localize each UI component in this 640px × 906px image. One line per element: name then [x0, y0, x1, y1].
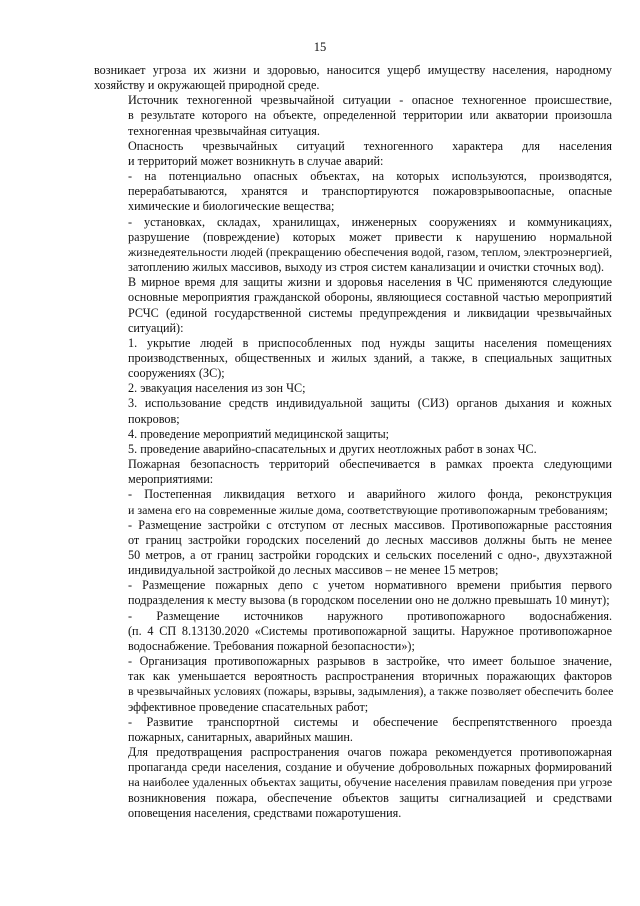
text-line: 50 метров, а от границ застройки городских и сельских поселений с одно-, двухэтажной [128, 548, 612, 562]
text-line: возникновения пожара, обеспечение объектов защиты сигнализацией и средствами [128, 790, 612, 805]
paragraph [94, 215, 612, 276]
text-line: Опасность чрезвычайных ситуаций техногенного характера для населения [128, 138, 612, 153]
text-line: индивидуальной застройкой до лесных массивов – не менее 15 метров; [128, 563, 499, 578]
paragraph [94, 578, 612, 608]
paragraph [94, 396, 612, 426]
paragraph [94, 427, 612, 442]
text-line: химические и биологические вещества; [128, 199, 335, 214]
text-line: на наиболее удаленных объектах защиты, обучение населения правилам поведения при угрозе [128, 775, 613, 790]
paragraph [94, 745, 612, 821]
text-line: В мирное время для защиты жизни и здоровья населения в ЧС применяются следующие [128, 275, 612, 290]
paragraph [94, 487, 612, 517]
text-line: основные мероприятия гражданской обороны, являющиеся составной частью мероприятий [128, 290, 612, 305]
text-line: в результате которого на объекте, определенной территории или акватории произошла [128, 108, 612, 123]
paragraph [94, 442, 612, 457]
text-line: мероприятиями: [128, 472, 214, 487]
text-line: и территорий может возникнуть в случае аварий: [128, 153, 384, 168]
text-line: - установках, складах, хранилищах, инженерных сооружениях и коммуникациях, [128, 214, 612, 229]
text-line: сооружениях (ЗС); [128, 366, 225, 381]
text-line: - Развитие транспортной системы и обеспечение беспрепятственного проезда [128, 714, 612, 729]
text-line: (п. 4 СП 8.13130.2020 «Системы противопожарной защиты. Наружное противопожарное [128, 623, 612, 638]
text-line: пожарных, санитарных, аварийных машин. [128, 729, 353, 744]
text-line: Пожарная безопасность территорий обеспечивается в рамках проекта следующими [128, 457, 612, 472]
text-line: оповещения населения, средствами пожаротушения. [128, 805, 402, 820]
text-line: - Организация противопожарных разрывов в застройке, что имеет большое значение, [128, 654, 612, 669]
text-line: - Размещение пожарных депо с учетом нормативного времени прибытия первого [128, 578, 612, 593]
paragraph [94, 139, 612, 169]
text-line: Источник техногенной чрезвычайной ситуации - опасное техногенное происшествие, [128, 93, 612, 108]
text-line: - Размещение источников наружного противопожарного водоснабжения. [128, 608, 612, 623]
paragraph [94, 63, 612, 93]
text-line: перерабатываются, хранятся и транспортируются пожаровзрывоопасные, опасные [128, 184, 612, 199]
text-line: 4. проведение мероприятий медицинской защиты; [128, 426, 390, 441]
text-line: 1. укрытие людей в приспособленных под нужды защиты населения помещениях [128, 335, 612, 350]
text-line: - Постепенная ликвидация ветхого и аварийного жилого фонда, реконструкция [128, 487, 612, 502]
paragraph [94, 93, 612, 138]
text-line: затоплению жилых массивов, выходу из строя систем канализации и очистки сточных вод). [128, 260, 604, 275]
document-body [94, 63, 612, 821]
paragraph [94, 518, 612, 579]
text-line: подразделения к месту вызова (в городском поселении оно не должно превышать 10 минут); [128, 593, 610, 608]
text-line: 5. проведение аварийно-спасательных и других неотложных работ в зонах ЧС. [128, 441, 537, 456]
text-line: 3. использование средств индивидуальной защиты (СИЗ) органов дыхания и кожных [128, 396, 612, 411]
text-line: в чрезвычайных условиях (пожары, взрывы, задымления), а также позволяет обеспечить более [128, 684, 614, 699]
text-line: 2. эвакуация населения из зон ЧС; [128, 381, 306, 396]
text-line: так как уменьшается вероятность распространения вторичных поражающих факторов [128, 669, 612, 684]
paragraph [94, 609, 612, 654]
paragraph [94, 275, 612, 336]
page-number: 15 [313, 40, 327, 54]
paragraph [94, 169, 612, 214]
text-line: возникает угроза их жизни и здоровью, наносится ущерб имуществу населения, народному [94, 63, 612, 77]
text-line: жизнедеятельности людей (прекращению обеспечения водой, газом, теплом, электроэнергией, [128, 244, 613, 259]
text-line: водоснабжение. Требования пожарной безопасности»); [128, 638, 415, 653]
text-line: Для предотвращения распространения очагов пожара рекомендуется противопожарная [128, 745, 612, 760]
text-line: разрушение (повреждение) которых может привести к нарушению нормальной [128, 229, 612, 244]
text-line: техногенная чрезвычайная ситуация. [128, 123, 320, 138]
text-line: покровов; [128, 411, 180, 426]
text-line: хозяйству и окружающей природной среде. [94, 78, 320, 93]
paragraph [94, 336, 612, 381]
text-line: ситуаций): [128, 320, 184, 335]
paragraph [94, 457, 612, 487]
text-line: производственных, общественных и жилых зданий, а также, в специальных защитных [128, 350, 612, 365]
text-line: - на потенциально опасных объектах, на которых используются, производятся, [128, 169, 612, 184]
paragraph [94, 654, 612, 715]
text-line: - Размещение застройки с отступом от лесных массивов. Противопожарные расстояния [128, 517, 612, 532]
text-line: пропаганда среди населения, создание и обучение добровольных пожарных формирований [128, 760, 612, 775]
text-line: и замена его на современные жилые дома, соответствующие противопожарным требованиям; [128, 502, 608, 517]
text-line: эффективное проведение спасательных работ; [128, 699, 369, 714]
text-line: от границ застройки городских поселений до лесных массивов должны быть не менее [128, 532, 612, 547]
paragraph [94, 381, 612, 396]
paragraph [94, 715, 612, 745]
text-line: РСЧС (единой государственной системы предупреждения и ликвидации чрезвычайных [128, 305, 612, 320]
